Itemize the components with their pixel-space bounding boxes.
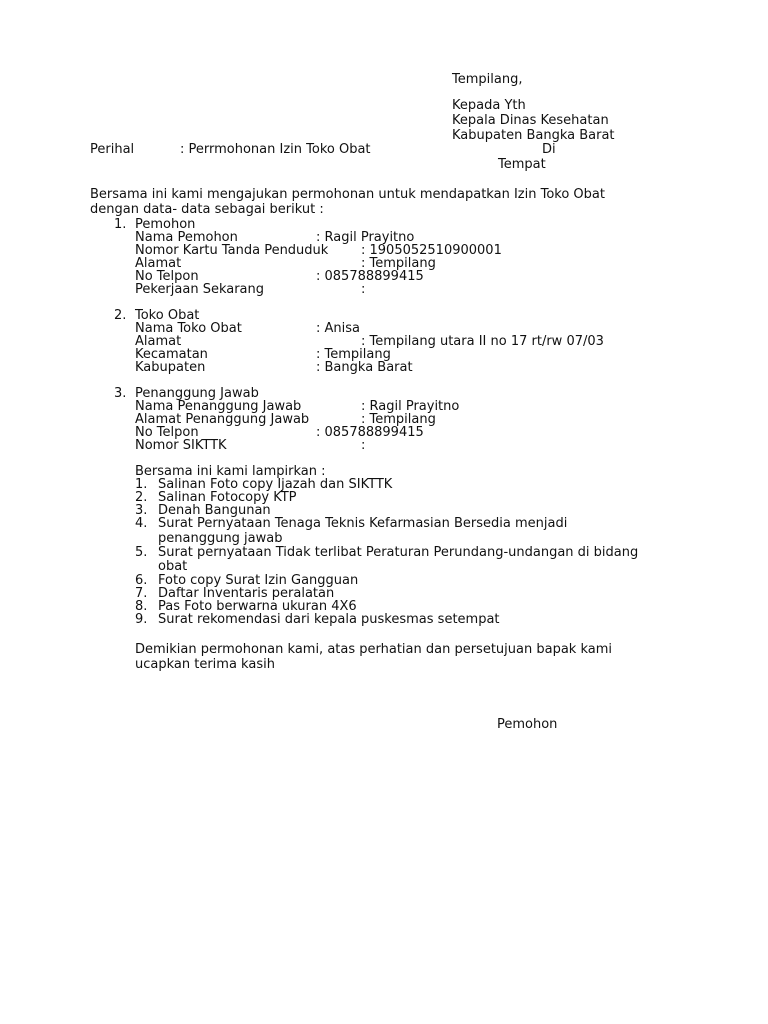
field-label: Pekerjaan Sekarang xyxy=(135,282,265,297)
list-item-number: 7. xyxy=(135,586,148,601)
list-item-number: 2. xyxy=(135,490,148,505)
field-value: : Anisa xyxy=(316,321,360,336)
signature-label: Pemohon xyxy=(497,717,558,732)
field-value: : Tempilang utara II no 17 rt/rw 07/03 xyxy=(361,334,604,349)
list-item-number: 5. xyxy=(135,545,148,560)
section-title: Penanggung Jawab xyxy=(135,386,259,401)
list-item-number: 4. xyxy=(135,516,148,531)
field-label: Nama Pemohon xyxy=(135,230,238,245)
list-item: Foto copy Surat Izin Gangguan xyxy=(158,573,359,588)
list-item-continuation: penanggung jawab xyxy=(158,531,283,546)
field-label: No Telpon xyxy=(135,269,199,284)
list-item-number: 8. xyxy=(135,599,148,614)
field-label: Nomor SIKTTK xyxy=(135,438,227,453)
recipient-tempat: Tempat xyxy=(498,157,546,172)
section-title: Pemohon xyxy=(135,217,196,232)
field-label: Nomor Kartu Tanda Penduduk xyxy=(135,243,329,258)
subject-label: Perihal xyxy=(90,142,135,157)
closing-line-2: ucapkan terima kasih xyxy=(135,657,275,672)
field-value: : Tempilang xyxy=(361,412,436,427)
list-item: Salinan Foto copy Ijazah dan SIKTTK xyxy=(158,477,393,492)
list-item: Pas Foto berwarna ukuran 4X6 xyxy=(158,599,357,614)
field-value: : Tempilang xyxy=(316,347,391,362)
intro-line-1: Bersama ini kami mengajukan permohonan untuk mendapatkan Izin Toko Obat xyxy=(90,187,605,202)
list-item: Salinan Fotocopy KTP xyxy=(158,490,297,505)
field-value: : Tempilang xyxy=(361,256,436,271)
list-item-number: 3. xyxy=(135,503,148,518)
recipient-line-1: Kepada Yth xyxy=(452,98,526,113)
list-item: Denah Bangunan xyxy=(158,503,271,518)
field-label: Alamat xyxy=(135,256,182,271)
field-label: Kabupaten xyxy=(135,360,206,375)
field-value: : 085788899415 xyxy=(316,269,424,284)
recipient-line-2: Kepala Dinas Kesehatan xyxy=(452,113,609,128)
field-value: : 1905052510900001 xyxy=(361,243,502,258)
subject-value: : Perrmohonan Izin Toko Obat xyxy=(180,142,371,157)
section-number: 2. xyxy=(114,308,127,323)
list-item: Surat Pernyataan Tenaga Teknis Kefarmasian Bersedia menjadi xyxy=(158,516,568,531)
field-value: : xyxy=(361,438,366,453)
field-label: Nama Toko Obat xyxy=(135,321,242,336)
list-item-continuation: obat xyxy=(158,559,188,574)
list-item: Surat pernyataan Tidak terlibat Peraturan Perundang-undangan di bidang xyxy=(158,545,639,560)
field-value: : xyxy=(361,282,366,297)
field-value: : Bangka Barat xyxy=(316,360,413,375)
intro-line-2: dengan data- data sebagai berikut : xyxy=(90,202,324,217)
field-label: No Telpon xyxy=(135,425,199,440)
field-label: Alamat xyxy=(135,334,182,349)
list-item: Surat rekomendasi dari kepala puskesmas setempat xyxy=(158,612,500,627)
recipient-line-3: Kabupaten Bangka Barat xyxy=(452,128,615,143)
closing-line-1: Demikian permohonan kami, atas perhatian dan persetujuan bapak kami xyxy=(135,642,612,657)
section-number: 1. xyxy=(114,217,127,232)
section-title: Toko Obat xyxy=(135,308,200,323)
section-number: 3. xyxy=(114,386,127,401)
list-item-number: 6. xyxy=(135,573,148,588)
field-label: Nama Penanggung Jawab xyxy=(135,399,302,414)
place-date: Tempilang, xyxy=(452,72,523,87)
recipient-di: Di xyxy=(542,142,556,157)
field-value: : Ragil Prayitno xyxy=(316,230,415,245)
list-item-number: 1. xyxy=(135,477,148,492)
list-item: Daftar Inventaris peralatan xyxy=(158,586,335,601)
field-value: : 085788899415 xyxy=(316,425,424,440)
field-value: : Ragil Prayitno xyxy=(361,399,460,414)
field-label: Alamat Penanggung Jawab xyxy=(135,412,310,427)
attachments-intro: Bersama ini kami lampirkan : xyxy=(135,464,326,479)
list-item-number: 9. xyxy=(135,612,148,627)
field-label: Kecamatan xyxy=(135,347,208,362)
